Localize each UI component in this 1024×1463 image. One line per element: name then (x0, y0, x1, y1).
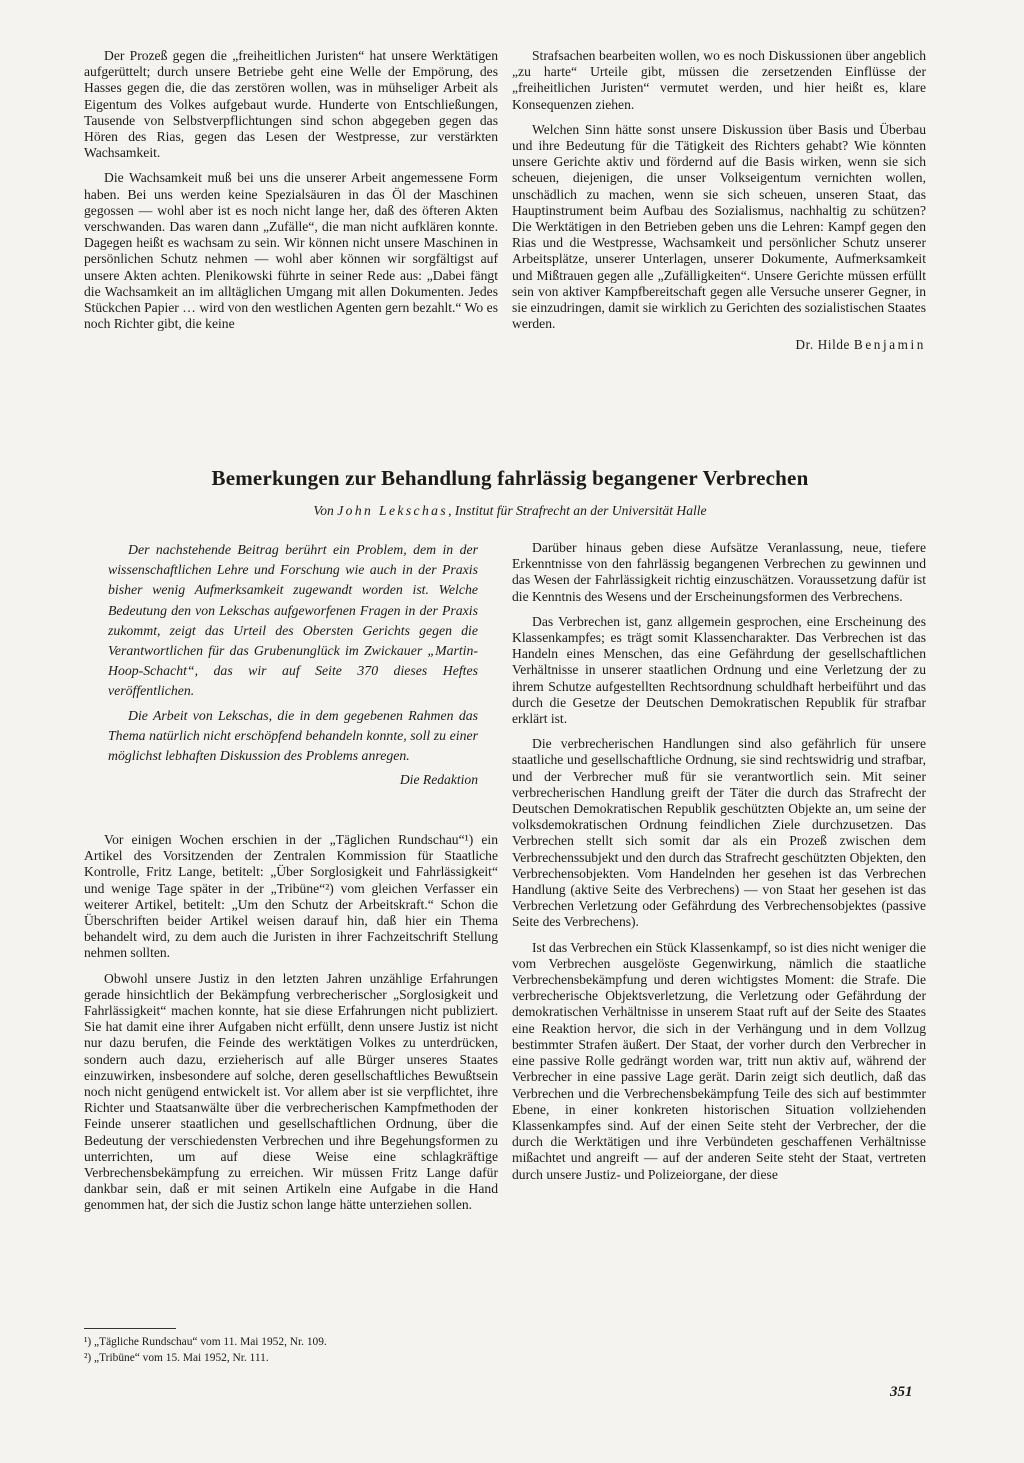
intro-paragraph: Der nachstehende Beitrag berührt ein Problem, dem in der wissenschaftlichen Lehre und Forschung wie auch in der Praxis bisher wenig Aufmerksamkeit zugewandt worden ist. Welche Bedeutung den von Lekschas aufgeworfenen Fragen in der Praxis zukommt, zeigt das Urteil des Obersten Gerichts gegen die Verantwortlichen für das Grubenunglück im Zwickauer „Martin-Hoop-Schacht“, das wir auf Seite 370 dieses Heftes veröffentlichen. (108, 542, 478, 699)
article-left-column (84, 832, 498, 1223)
paragraph: Darüber hinaus geben diese Aufsätze Veranlassung, neue, tiefere Erkenntnisse von den fahrlässig begangenen Verbrechen zu gewinnen und das Wesen der Fahrlässigkeit richtig einzuschätzen. Voraussetzung dafür ist die Kenntnis des Wesens und der Erscheinungsformen des Verbrechens. (512, 540, 926, 604)
intro-signature: Die Redaktion (399, 772, 478, 788)
paragraph: Strafsachen bearbeiten wollen, wo es noch Diskussionen über angeblich „zu harte“ Urteile gibt, müssen die zersetzenden Einflüsse der „freiheitlichen Juristen“ vermutet werden, und hier heißt es, klare Konsequenzen ziehen. (512, 48, 926, 112)
paragraph: Obwohl unsere Justiz in den letzten Jahren unzählige Erfahrungen gerade hinsichtlich der Bekämpfung verbrecherischer „Sorglosigkeit und Fahrlässigkeit“ machen konnte, hat sie diese Erfahrungen nicht publiziert. Sie hat damit eine ihrer Aufgaben nicht erfüllt, denn unsere Justiz ist nicht nur dazu berufen, die Feinde des werktätigen Volkes zu unterdrücken, sondern auch dazu, erzieherisch auf alle Bürger unseres Staates einzuwirken, insbesondere auf solche, deren gesellschaftliches Bewußtsein noch nicht genügend entwickelt ist. Vor allem aber ist sie verpflichtet, ihre Richter und Staatsanwälte über die verbrecherischen Kampfmethoden der Feinde unserer staatlichen und gesellschaftlichen Ordnung, über die Bedeutung der verschiedensten Verbrechen und ihre Begehungsformen zu unterrichten, um auf diese Weise eine schlagkräftige Verbrechensbekämpfung zu erreichen. Wir müssen Fritz Lange dafür dankbar sein, daß er mit seinen Artikeln eine Aufgabe in die Hand genommen hat, der sich die Justiz schon lange hätte unterziehen sollen. (84, 970, 498, 1213)
byline-institute: , Institut für Strafrecht an der Universität Halle (448, 503, 707, 518)
byline-prefix: Von (313, 503, 334, 518)
page-number: 351 (890, 1384, 913, 1400)
paragraph: Der Prozeß gegen die „freiheitlichen Juristen“ hat unsere Werktätigen aufgerüttelt; durch unsere Betriebe geht eine Welle der Empörung, des Hasses gegen die, die das zerstören wollen, was in mühseliger Arbeit als Eigentum des Volkes aufgebaut wurde. Hunderte von Entschließungen, Tausende von Selbstverpflichtungen sind schon abgegeben gegen das Hören des Rias, gegen das Lesen der Westpresse, zur verstärkten Wachsamkeit. (84, 48, 498, 161)
footnote: ²) „Tribüne“ vom 15. Mai 1952, Nr. 111. (84, 1352, 269, 1364)
footnote: ¹) „Tägliche Rundschau“ vom 11. Mai 1952, Nr. 109. (84, 1336, 327, 1348)
byline-author: John Lekschas (337, 503, 449, 518)
signature-prefix: Dr. Hilde (795, 337, 851, 353)
paragraph: Welchen Sinn hätte sonst unsere Diskussion über Basis und Überbau und ihre Bedeutung für die Tätigkeit des Richters gehabt? Wie könnten unsere Gerichte aktiv und fördernd auf die Basis wirken, wenn sie sich scheuen, diejenigen, die unser Volkseigentum vernichten wollen, unschädlich zu machen, wenn sie sich scheuen, unseren Staat, das Hauptinstrument beim Aufbau des Sozialismus, nachhaltig zu schützen? Die Werktätigen in den Betrieben geben uns die Lehren: Kampf gegen den Rias und die Westpresse, Wachsamkeit und persönlicher Schutz unserer Arbeitsplätze, unserer Unterlagen, unserer Dokumente, Aufmerksamkeit und Mißtrauen gegen alle „Zufälligkeiten“. Unsere Gerichte müssen erfüllt sein von aktiver Kampfbereitschaft gegen alle Versuche unserer Gegner, in sie einzudringen, damit sie wirklich zu Gerichten des sozialistischen Staates werden. (512, 121, 926, 332)
paragraph: Das Verbrechen ist, ganz allgemein gesprochen, eine Erscheinung des Klassenkampfes; es trägt somit Klassencharakter. Das Verbrechen ist das Handeln eines Menschen, das eine Gefährdung der gesellschaftlichen Verhältnisse in unserer staatlichen Ordnung und eine Verletzung der zu ihrem Schutze aufgestellten Rechtsordnung schuldhaft herbeiführt und das durch die Gesetze der Deutschen Demokratischen Republik für strafbar erklärt ist. (512, 613, 926, 727)
signature (512, 337, 926, 353)
editorial-intro (108, 540, 478, 790)
article-title: Bemerkungen zur Behandlung fahrlässig begangener Verbrechen (211, 466, 809, 490)
top-right-column (512, 48, 926, 353)
article-byline (60, 503, 960, 519)
footnote-divider (84, 1328, 176, 1329)
top-left-column (84, 48, 498, 341)
paragraph: Ist das Verbrechen ein Stück Klassenkampf, so ist dies nicht weniger die vom Verbrechen ausgelöste Gegenwirkung, nämlich die staatliche Verbrechensbekämpfung und deren wichtigstes Moment: die Strafe. Die verbrecherische Objektsverletzung, die Verletzung oder Gefährdung der demokratischen Verhältnisse in unserem Staat ruft auf der Seite des Staates eine Reaktion hervor, die sich in der Verhängung und in dem Vollzug bestimmter Strafen äußert. Der Staat, der vorher durch den Verbrecher in eine passive Rolle gedrängt worden war, tritt nun aktiv auf, während der Verbrecher in eine passive Lage gerät. Darin zeigt sich deutlich, daß das Verbrechen und die Verbrechensbekämpfung Teile des sich auf bestimmter Ebene, in einer konkreten historischen Situation vollziehenden Klassenkampfes sind. Auf der einen Seite steht der Verbrecher, der die durch die Werktätigen und ihre Verbündeten geschaffenen Verhältnisse mißachtet und angreift — auf der anderen Seite steht der Staat, vertreten durch unsere Justiz- und Polizeiorgane, der diese (512, 939, 926, 1182)
article-right-column (512, 540, 926, 1192)
signature-name: Benjamin (853, 337, 926, 353)
paragraph: Vor einigen Wochen erschien in der „Täglichen Rundschau“¹) ein Artikel des Vorsitzenden der Zentralen Kommission für Staatliche Kontrolle, Fritz Lange, betitelt: „Über Sorglosigkeit und Fahrlässigkeit“ und wenige Tage später in der „Tribüne“²) vom gleichen Verfasser ein weiterer Artikel, betitelt: „Um den Schutz der Arbeitskraft.“ Schon die Überschriften beider Artikel weisen darauf hin, daß hier ein Thema behandelt wird, zu dem auch die Juristen in ihrer Fachzeitschrift Stellung nehmen sollten. (84, 832, 498, 961)
paragraph: Die Wachsamkeit muß bei uns die unserer Arbeit angemessene Form haben. Bei uns werden keine Spezialsäuren in das Öl der Maschinen gegossen — wohl aber ist es noch nicht lange her, daß des öfteren Akten verschwanden. Das waren dann „Zufälle“, die man nicht aufklären konnte. Dagegen heißt es wachsam zu sein. Wir können nicht unsere Maschinen in persönlichen Schutz nehmen — wohl aber können wir sorgfältigst auf unsere Akten achten. Plenikowski führte in seiner Rede aus: „Dabei fängt die Wachsamkeit an im alltäglichen Umgang mit allen Dokumenten. Jedes Stückchen Papier … wird von den westlichen Agenten gern bezahlt.“ Wo es noch Richter gibt, die keine (84, 170, 498, 332)
footnotes (84, 1334, 504, 1366)
intro-paragraph: Die Arbeit von Lekschas, die in dem gegebenen Rahmen das Thema natürlich nicht erschöpfend behandeln konnte, soll zu einer möglichst lebhaften Diskussion des Problems anregen. (108, 707, 478, 764)
paragraph: Die verbrecherischen Handlungen sind also gefährlich für unsere staatliche und gesellschaftliche Ordnung, sie sind rechtswidrig und strafbar, und der Verbrecher muß für sie verantwortlich sein. Mit seiner verbrecherischen Handlung greift der Täter die durch das Strafrecht der Deutschen Demokratischen Republik geschützten Objekte an, um seine der volksdemokratischen Ordnung feindlichen Ziele durchzusetzen. Das Verbrechen stellt sich somit dar als ein Prozeß zwischen dem Verbrechenssubjekt und den durch das Strafrecht geschützten Objekten, den Verbrechensobjekten. Vom Handelnden her gesehen ist das Verbrechen Handlung (aktive Seite des Verbrechens) — von Staat her gesehen ist das Verbrechen Verletzung oder Gefährdung des Verbrechensobjektes (passive Seite des Verbrechens). (512, 736, 926, 930)
